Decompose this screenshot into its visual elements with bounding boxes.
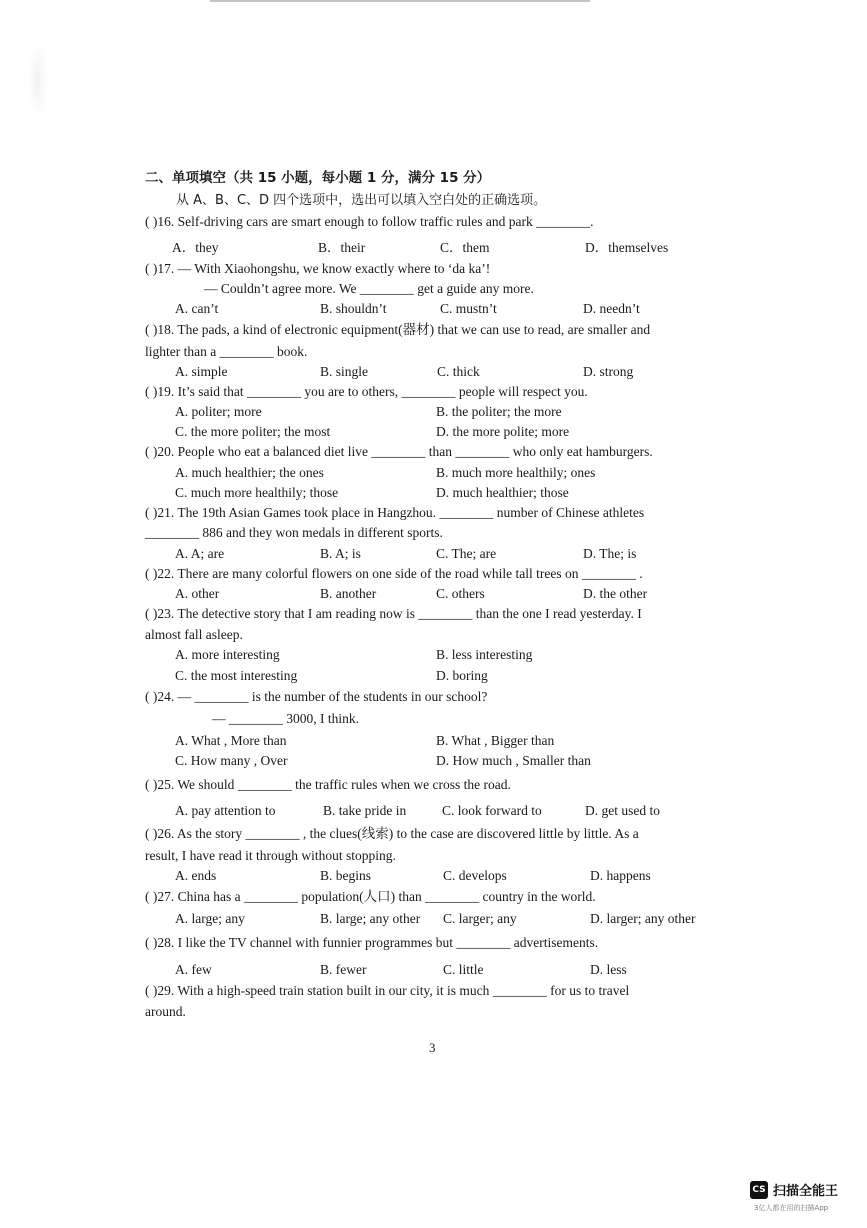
q26-option-d: D. happens — [590, 868, 651, 883]
q17-option-d: D. needn’t — [583, 301, 640, 316]
q26-option-a: A. ends — [175, 868, 217, 883]
question-29-stem-line2: around. — [145, 1004, 186, 1019]
q18-option-a: A. simple — [175, 364, 228, 379]
q24-option-c: C. How many , Over — [175, 753, 288, 768]
q24-option-b: B. What , Bigger than — [436, 733, 555, 748]
q25-option-d: D. get used to — [585, 803, 660, 818]
q23-option-d: D. boring — [436, 668, 488, 683]
question-26-stem-line2: result, I have read it through without stopping. — [145, 848, 396, 863]
q19-option-a: A. politer; more — [175, 404, 262, 419]
q16-option-a: A．they — [172, 240, 219, 255]
q16-option-b: B．their — [318, 240, 366, 255]
q20-option-a: A. much healthier; the ones — [175, 465, 324, 480]
scanner-tagline: 3亿人都在用的扫描App — [754, 1204, 829, 1212]
q18-option-d: D. strong — [583, 364, 634, 379]
scanner-app-name: 扫描全能王 — [773, 1184, 839, 1199]
question-26-stem: ( )26. As the story ________ , the clues(线索) to the case are discovered little by little. As a — [145, 826, 639, 841]
q25-option-b: B. take pride in — [323, 803, 407, 818]
q22-option-d: D. the other — [583, 586, 648, 601]
q21-option-d: D. The; is — [583, 546, 637, 561]
cs-logo-icon: CS — [750, 1181, 768, 1199]
question-23-stem: ( )23. The detective story that I am reading now is ________ than the one I read yesterday. I — [145, 606, 642, 621]
q18-option-b: B. single — [320, 364, 369, 379]
q28-option-c: C. little — [443, 962, 484, 977]
q21-option-c: C. The; are — [436, 546, 497, 561]
q21-option-b: B. A; is — [320, 546, 361, 561]
q24-option-a: A. What , More than — [175, 733, 287, 748]
q20-option-d: D. much healthier; those — [436, 485, 569, 500]
q19-option-b: B. the politer; the more — [436, 404, 562, 419]
q27-option-c: C. larger; any — [443, 911, 517, 926]
q18-option-c: C. thick — [437, 364, 480, 379]
question-28-stem: ( )28. I like the TV channel with funnier programmes but ________ advertisements. — [145, 935, 599, 950]
question-21-stem-line2: ________ 886 and they won medals in different sports. — [145, 525, 443, 540]
q19-option-d: D. the more polite; more — [436, 424, 570, 439]
q23-option-a: A. more interesting — [175, 647, 280, 662]
q19-option-c: C. the more politer; the most — [175, 424, 331, 439]
q16-option-d: D．themselves — [585, 240, 669, 255]
scan-edge-line — [210, 0, 590, 2]
section-instruction: 从 A、B、C、D 四个选项中，选出可以填入空白处的正确选项。 — [176, 193, 547, 208]
q24-option-d: D. How much , Smaller than — [436, 753, 591, 768]
q26-option-c: C. develops — [443, 868, 507, 883]
question-23-stem-line2: almost fall asleep. — [145, 627, 243, 642]
q28-option-b: B. fewer — [320, 962, 367, 977]
question-22-stem: ( )22. There are many colorful flowers on one side of the road while tall trees on ________ . — [145, 566, 643, 581]
question-17-stem: ( )17. — With Xiaohongshu, we know exactly where to ‘da ka’! — [145, 261, 491, 276]
scan-smudge — [28, 40, 48, 120]
q17-option-c: C. mustn’t — [440, 301, 497, 316]
scanner-watermark-logo — [750, 1180, 838, 1199]
question-29-stem: ( )29. With a high-speed train station built in our city, it is much ________ for us to travel — [145, 983, 630, 998]
q27-option-a: A. large; any — [175, 911, 245, 926]
question-17-stem-line2: — Couldn’t agree more. We ________ get a guide any more. — [204, 281, 534, 296]
q20-option-b: B. much more healthily; ones — [436, 465, 596, 480]
question-18-stem: ( )18. The pads, a kind of electronic equipment(器材) that we can use to read, are smaller and — [145, 322, 651, 337]
q16-option-c: C．them — [440, 240, 490, 255]
q22-option-c: C. others — [436, 586, 485, 601]
q17-option-b: B. shouldn’t — [320, 301, 387, 316]
q26-option-b: B. begins — [320, 868, 372, 883]
q28-option-d: D. less — [590, 962, 627, 977]
q22-option-a: A. other — [175, 586, 220, 601]
question-25-stem: ( )25. We should ________ the traffic rules when we cross the road. — [145, 777, 511, 792]
q23-option-b: B. less interesting — [436, 647, 533, 662]
question-24-stem-line2: — ________ 3000, I think. — [212, 711, 359, 726]
question-20-stem: ( )20. People who eat a balanced diet live ________ than ________ who only eat hamburgers. — [145, 444, 653, 459]
q28-option-a: A. few — [175, 962, 212, 977]
question-27-stem: ( )27. China has a ________ population(人口) than ________ country in the world. — [145, 889, 596, 904]
q27-option-d: D. larger; any other — [590, 911, 696, 926]
q21-option-a: A. A; are — [175, 546, 225, 561]
page-number: 3 — [429, 1040, 436, 1055]
q17-option-a: A. can’t — [175, 301, 219, 316]
question-19-stem: ( )19. It’s said that ________ you are to others, ________ people will respect you. — [145, 384, 588, 399]
question-18-stem-line2: lighter than a ________ book. — [145, 344, 308, 359]
question-21-stem: ( )21. The 19th Asian Games took place in Hangzhou. ________ number of Chinese athletes — [145, 505, 645, 520]
q25-option-a: A. pay attention to — [175, 803, 276, 818]
q25-option-c: C. look forward to — [442, 803, 542, 818]
section-heading: 二、单项填空（共 15 小题，每小题 1 分，满分 15 分） — [145, 170, 491, 186]
question-24-stem: ( )24. — ________ is the number of the students in our school? — [145, 689, 488, 704]
q20-option-c: C. much more healthily; those — [175, 485, 339, 500]
q23-option-c: C. the most interesting — [175, 668, 298, 683]
question-16-stem: ( )16. Self-driving cars are smart enough to follow traffic rules and park ________. — [145, 214, 594, 229]
q27-option-b: B. large; any other — [320, 911, 421, 926]
q22-option-b: B. another — [320, 586, 377, 601]
